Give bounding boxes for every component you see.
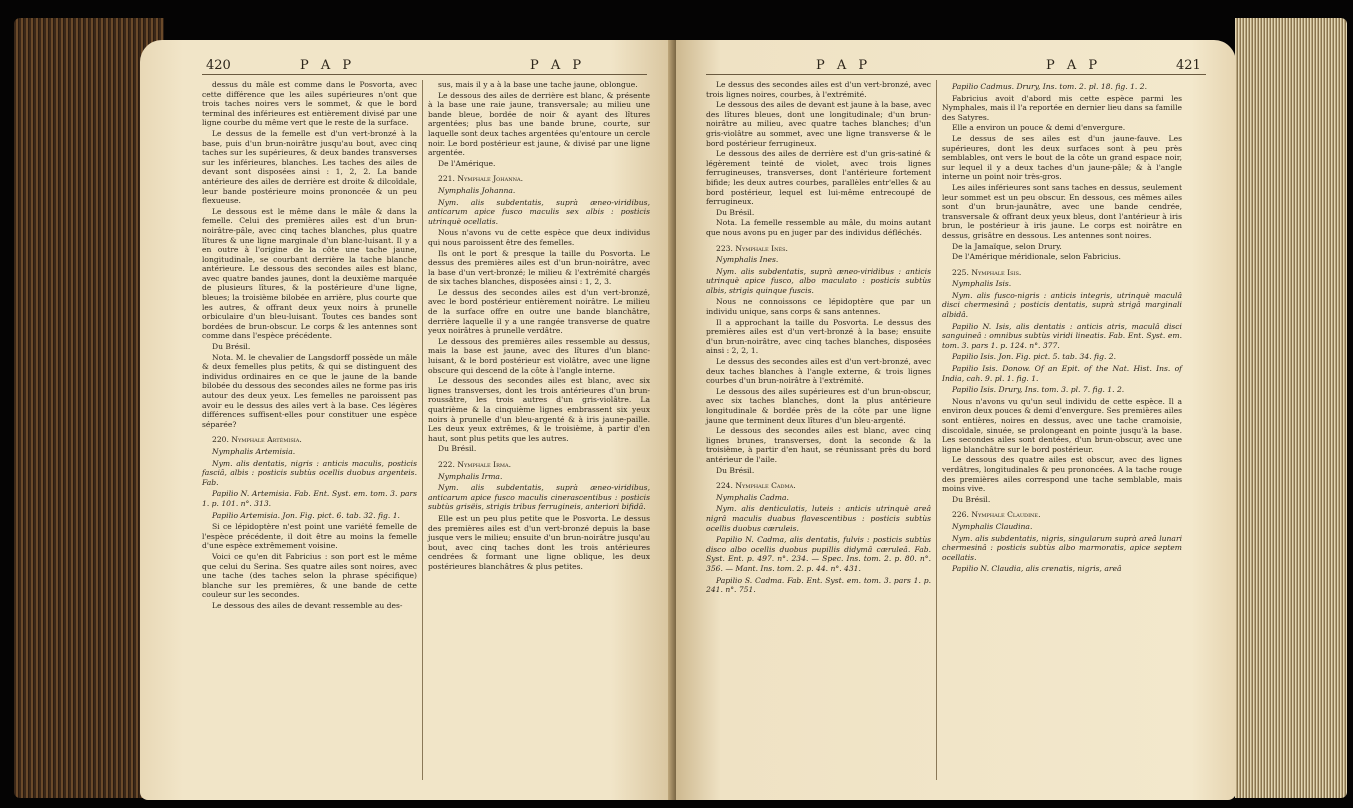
paragraph: Si ce lépidoptère n'est point une variété femelle de l'espèce précédente, il doit être au moins la femelle d'une espèce extrêmement voisine. xyxy=(202,522,417,551)
paragraph: Fabricius avoit d'abord mis cette espèce parmi les Nymphales, mais il l'a reportée en dernier lieu dans sa famille des Satyres. xyxy=(942,93,1182,122)
text-column-right-2 xyxy=(942,80,1182,576)
text-column-left-1 xyxy=(202,80,417,611)
running-head-right-a: P A P xyxy=(816,58,872,73)
latin-diagnosis: Nym. alis subdentatis, nigris, singularum suprà areâ lunari chermesinâ : posticis subtùs albo marmoratis, apice septem ocellatis. xyxy=(942,533,1182,562)
running-head-left-a: P A P xyxy=(300,58,356,73)
bibliographic-reference: Papilio N. Claudia, alis crenatis, nigris, areâ xyxy=(952,564,1122,574)
bibliographic-reference: Papilio Isis. Jon. Fig. pict. 5. tab. 34. fig. 2. xyxy=(952,352,1117,362)
paragraph: Le dessous des ailes supérieures est d'un brun-obscur, avec six taches blanches, dont la plus antérieure longitudinale & bordée près de la côte par une ligne jaune que terminent deux lîtures d'un bleu-argenté. xyxy=(706,386,931,425)
paragraph: Du Brésil. xyxy=(716,465,755,475)
paragraph: Le dessus de ses ailes est d'un jaune-fauve. Les supérieures, dont les deux surfaces sont à peu près semblables, ont vers le bout de la côte un grand espace noir, sur lequel il y a deux taches d'un jaune-pâle; & à l'angle interne un point noir très-gros. xyxy=(942,133,1182,182)
latin-diagnosis: Nym. alis dentatis, nigris : anticis maculis, posticis fasciâ, albis : posticis subtùs ocellis duobus argenteis. Fab. xyxy=(202,458,417,487)
left-page xyxy=(140,40,675,800)
bibliographic-reference: Papilio N. Artemisia. Fab. Ent. Syst. em. tom. 3. pars 1. p. 101. n°. 313. xyxy=(202,489,417,508)
paragraph: Le dessus des secondes ailes est d'un vert-bronzé, avec deux taches blanches à l'angle externe, & trois lignes courbes d'un brun-noirâtre à l'extrémité. xyxy=(706,357,931,386)
paragraph: Ils ont le port & presque la taille du Posvorta. Le dessus des premières ailes est d'un brun-noirâtre, avec la base d'un vert-bronzé; le milieu & l'extrémité chargés de six taches blanches, disposées ainsi : 1, 2, 3. xyxy=(428,248,650,287)
entry-heading: 225. Nymphale Isis. xyxy=(952,267,1022,277)
paragraph: Du Brésil. xyxy=(952,494,991,504)
paragraph: Elle est un peu plus petite que le Posvorta. Le dessus des premières ailes est d'un vert-bronzé depuis la base jusque vers le milieu; ensuite d'un brun-noirâtre jusqu'au bout, avec cinq taches dont les trois antérieures cendrées & formant une ligne oblique, les deux postérieures blanchâtres & plus petites. xyxy=(428,513,650,571)
column-divider-right xyxy=(936,80,937,780)
book-edge-right xyxy=(1235,18,1347,798)
paragraph: Le dessous des ailes de devant est jaune à la base, avec des lîtures bleues, dont une longitudinale; d'un brun-noirâtre au milieu, avec quatre taches blanches; d'un gris-violâtre au sommet, avec une ligne transverse & le bord postérieur ferrugineux. xyxy=(706,100,931,148)
paragraph: Le dessous des ailes de derrière est blanc, & présente à la base une raie jaune, transversale; au milieu une bande bleue, bordée de noir & ayant des lîtures argentées; plus bas une bande brune, courte, sur laquelle sont deux taches argentées qu'entoure un cercle noir. Le bord postérieur est jaune, & divisé par une ligne argentée. xyxy=(428,90,650,158)
entry-heading: 223. Nymphale Inès. xyxy=(716,243,788,253)
paragraph: Le dessous des ailes de derrière est d'un gris-satiné & légèrement teinté de violet, avec trois lignes ferrugineuses, transverses, dont l'antérieure fortement bifide; les deux autres courbes, parallèles entr'elles & au bord postérieur, lequel est lui-même entrecoupé de ferrugineux. xyxy=(706,149,931,207)
bibliographic-reference: Papilio S. Cadma. Fab. Ent. Syst. em. tom. 3. pars 1. p. 241. n°. 751. xyxy=(706,575,931,595)
running-head-left-b: P A P xyxy=(530,58,586,73)
bibliographic-reference: Papilio N. Isis, alis dentatis : anticis atris, maculâ disci sanguineâ : omnibus subtùs viridi lineatis. Fab. Ent. Syst. em. tom. 3. pars 1. p. 124. n°. 377. xyxy=(942,321,1182,350)
latin-diagnosis: Nymphalis Artemisia. xyxy=(212,446,296,456)
paragraph: Le dessus de la femelle est d'un vert-bronzé à la base, puis d'un brun-noirâtre jusqu'au bout, avec cinq taches sur les supérieures, & deux bandes transverses sur les inférieures, blanches. Les taches des ailes de devant sont disposées ainsi : 1, 2, 2. La bande antérieure des ailes de derrière est droite & dilcoïdale, leur bande postérieure moins prononcée & un peu flexueuse. xyxy=(202,128,417,206)
page-number-left: 420 xyxy=(206,58,231,73)
latin-diagnosis: Nymphalis Isis. xyxy=(952,279,1012,289)
paragraph: Du Brésil. xyxy=(212,342,251,352)
entry-heading: 224. Nymphale Cadma. xyxy=(716,481,796,491)
paragraph: dessus du mâle est comme dans le Posvorta, avec cette différence que les ailes supérieures n'ont que trois taches noires vers le sommet, & que le bord terminal des inférieures est entièrement divisé par une ligne courbe du même vert que le reste de la surface. xyxy=(202,80,417,128)
latin-diagnosis: Nym. alis subdentatis, suprà æneo-viridibus, anticarum apice fusco maculis sex albis : posticis utrinquè ocellatis. xyxy=(428,197,650,226)
entry-heading: 222. Nymphale Irma. xyxy=(438,459,512,469)
paragraph: De l'Amérique méridionale, selon Fabricius. xyxy=(952,252,1121,262)
paragraph: Le dessous des quatre ailes est obscur, avec des lignes verdâtres, longitudinales & peu prononcées. A la tache rouge des premières ailes correspond une tache semblable, mais moins vive. xyxy=(942,455,1182,494)
text-column-right-1 xyxy=(706,80,931,597)
latin-diagnosis: Nymphalis Irma. xyxy=(438,471,503,481)
bibliographic-reference: Papilio N. Cadma, alis dentatis, fulvis : posticis subtùs disco albo ocellis duobus pupillis didymâ cæruleâ. Fab. Syst. Ent. p. 497. n°. 234. — Spec. Ins. tom. 2. p. 80. n°. 356. — Mant. Ins. tom. 2. p. 44. n°. 431. xyxy=(706,535,931,573)
paragraph: Le dessous des secondes ailes est blanc, avec cinq lignes brunes, transverses, dont la seconde & la troisième, à partir d'en haut, se réunissant près du bord antérieur de l'aile. xyxy=(706,426,931,464)
right-page xyxy=(676,40,1236,800)
paragraph: Voici ce qu'en dit Fabricius : son port est le même que celui du Serina. Ses quatre ailes sont noires, avec une tache (des taches selon la phrase spécifique) blanche sur les premières, & une bande de cette couleur sur les secondes. xyxy=(202,551,417,600)
text-column-left-2 xyxy=(428,80,650,573)
column-divider-left xyxy=(422,80,423,780)
paragraph: Nous n'avons vu de cette espèce que deux individus qui nous paroissent être des femelles. xyxy=(428,228,650,247)
header-rule-left xyxy=(202,74,647,75)
paragraph: Nous n'avons vu qu'un seul individu de cette espèce. Il a environ deux pouces & demi d'envergure. Ses premières ailes sont entières, noires en dessus, avec une tache cramoisie, discoïdale, sinuée, se prolongeant en pointe jusqu'à la base. Les secondes ailes sont dentées, d'un brun-obscur, avec une ligne blanchâtre sur le bord postérieur. xyxy=(942,396,1182,454)
paragraph: De l'Amérique. xyxy=(438,158,496,168)
bibliographic-reference: Papilio Isis. Donow. Of an Epit. of the Nat. Hist. Ins. of India, cah. 9. pl. 1. fig. 1. xyxy=(942,364,1182,383)
entry-heading: 220. Nymphale Artémisia. xyxy=(212,435,302,445)
paragraph: Il a approchant la taille du Posvorta. Le dessus des premières ailes est d'un vert-bronzé à la base; ensuite d'un brun-noirâtre, avec cinq taches blanches, disposées ainsi : 2, 2, 1. xyxy=(706,317,931,356)
latin-diagnosis: Nymphalis Claudina. xyxy=(952,521,1033,531)
paragraph: Le dessous est le même dans le mâle & dans la femelle. Celui des premières ailes est d'un brun-noirâtre-pâle, avec cinq taches blanches, plus quatre lîtures & une ligne marginale d'un blanc-luisant. Il y a en outre à l'origine de la côte une tache jaune, longitudinale, se courbant derrière la tache blanche antérieure. Le dessous des secondes ailes est blanc, avec quatre bandes jaunes, dont la deuxième marquée de plusieurs lîtures, & la postérieure d'une ligne, bleues; la troisième bilobée en arrière, plus courte que les autres, & offrant deux yeux noirs à prunelle orbiculaire d'un bleu-luisant. Toutes ces bandes sont bordées de brun-obscur. Le corps & les antennes sont comme dans l'espèce précédente. xyxy=(202,206,417,341)
paragraph: Du Brésil. xyxy=(438,444,477,454)
paragraph: De la Jamaïque, selon Drury. xyxy=(952,241,1062,251)
running-head-right-b: P A P xyxy=(1046,58,1102,73)
paragraph: Le dessous des ailes de devant ressemble au des- xyxy=(212,600,403,610)
bibliographic-reference: Papilio Cadmus. Drury, Ins. tom. 2. pl. 18. fig. 1. 2. xyxy=(952,82,1147,91)
page-number-right: 421 xyxy=(1176,58,1201,73)
paragraph: sus, mais il y a à la base une tache jaune, oblongue. xyxy=(438,80,638,89)
latin-diagnosis: Nymphalis Ines. xyxy=(716,255,779,265)
paragraph: Nota. La femelle ressemble au mâle, du moins autant que nous avons pu en juger par des individus défléchés. xyxy=(706,218,931,237)
latin-diagnosis: Nymphalis Cadma. xyxy=(716,492,789,502)
paragraph: Les ailes inférieures sont sans taches en dessus, seulement leur sommet est un peu obscur. En dessous, ces mêmes ailes sont d'un brun-jaunâtre, avec une bande cendrée, transversale & offrant deux yeux bleus, dont l'antérieur à iris brun, le postérieur à iris jaune. Le corps est noirâtre en dessus, grisâtre en dessous. Les antennes sont noires. xyxy=(942,182,1182,240)
latin-diagnosis: Nymphalis Johanna. xyxy=(438,185,516,195)
paragraph: Elle a environ un pouce & demi d'envergure. xyxy=(952,123,1126,133)
header-rule-right xyxy=(706,74,1206,75)
latin-diagnosis: Nym. alis subdentatis, suprà æneo-viridibus : anticis utrinquè apice fusco, albo maculato : posticis subtùs albis, strigis quinque fuscis. xyxy=(706,266,931,295)
paragraph: Nota. M. le chevalier de Langsdorff possède un mâle & deux femelles plus petits, & qui se distinguent des individus ordinaires en ce que le jaune de la bande bilobée du dessous des secondes ailes ne forme pas iris autour des deux yeux. Les femelles ne paroissent pas avoir eu le dessus des ailes vert à la base. Ces légères différences suffisent-elles pour constituer une espèce séparée? xyxy=(202,352,417,429)
bibliographic-reference: Papilio Isis. Drury, Ins. tom. 3. pl. 7. fig. 1. 2. xyxy=(952,385,1125,395)
latin-diagnosis: Nym. alis fusco-nigris : anticis integris, utrinquè maculâ disci chermesinâ ; posticis dentatis, suprà strigâ marginali albidâ. xyxy=(942,290,1182,320)
paragraph: Le dessus des secondes ailes est d'un vert-bronzé, avec trois lignes noires, courbes, à l'extrémité. xyxy=(706,80,931,99)
entry-heading: 221. Nymphale Johanna. xyxy=(438,174,523,184)
paragraph: Du Brésil. xyxy=(716,207,755,217)
paragraph: Le dessous des premières ailes ressemble au dessus, mais la base est jaune, avec des lîtures d'un blanc-luisant, & le bord postérieur est violâtre, avec une ligne obscure qui descend de la côte à l'angle interne. xyxy=(428,336,650,375)
bibliographic-reference: Papilio Artemisia. Jon. Fig. pict. 6. tab. 32. fig. 1. xyxy=(212,510,400,520)
paragraph: Le dessus des secondes ailes est d'un vert-bronzé, avec le bord postérieur entièrement noirâtre. Le milieu de la surface offre en outre une bande blanchâtre, derrière laquelle il y a une rangée transverse de quatre yeux noirâtres à prunelle verdâtre. xyxy=(428,287,650,336)
latin-diagnosis: Nym. alis denticulatis, luteis : anticis utrinquè areâ nigrâ maculis duabus flavescentibus : posticis subtùs ocellis duobus cæruleis. xyxy=(706,504,931,533)
entry-heading: 226. Nymphale Claudine. xyxy=(952,510,1041,520)
paragraph: Nous ne connoissons ce lépidoptère que par un individu unique, sans corps & sans antennes. xyxy=(706,297,931,317)
latin-diagnosis: Nym. alis subdentatis, suprà æneo-viridibus, anticarum apice fusco maculis cinerascentibus : posticis subtùs grisëis, strigis tribus ferrugineis, anteriori bifidâ. xyxy=(428,483,650,512)
paragraph: Le dessous des secondes ailes est blanc, avec six lignes transverses, dont les trois antérieures d'un brun-roussâtre, les trois autres d'un gris-violâtre. La quatrième & la cinquième lignes embrassent six yeux noirs à prunelle d'un bleu-argenté & à iris jaune-paille. Les deux yeux extrêmes, & le troisième, à partir d'en haut, sont plus petits que les autres. xyxy=(428,376,650,443)
